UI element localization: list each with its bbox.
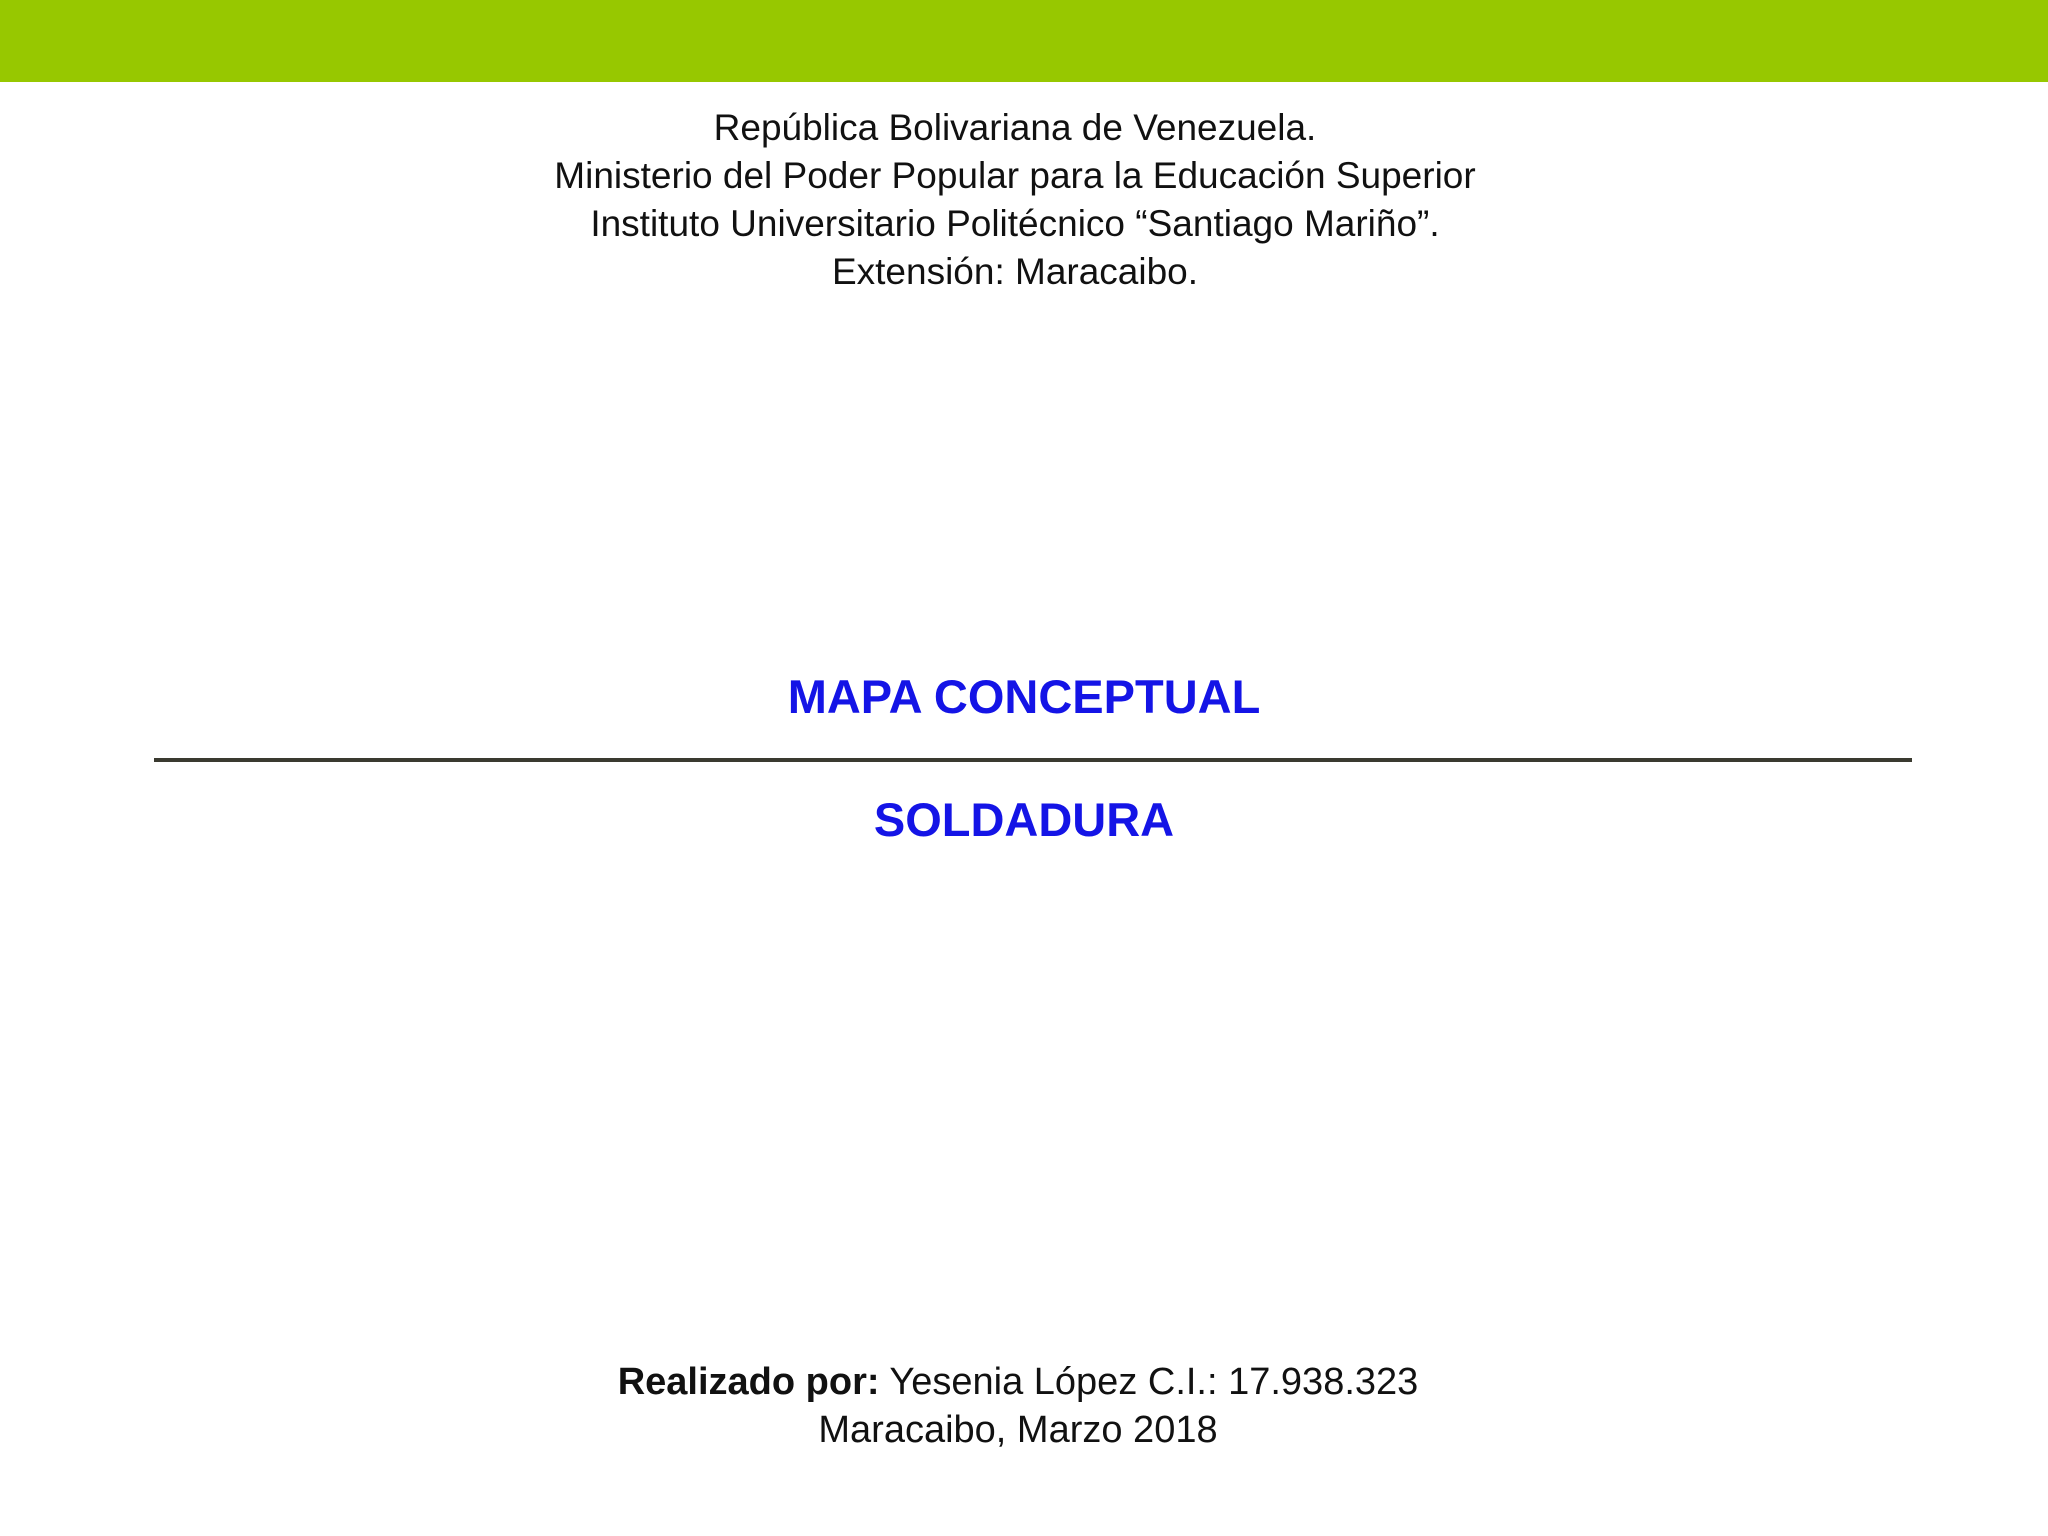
top-accent-band <box>0 0 2048 82</box>
author-value: Yesenia López C.I.: 17.938.323 <box>879 1361 1419 1403</box>
header-line-country: República Bolivariana de Venezuela. <box>713 107 1317 148</box>
header-line-ministry: Ministerio del Poder Popular para la Educación Superior <box>554 155 1476 196</box>
header-line-extension: Extensión: Maracaibo. <box>831 251 1199 292</box>
title-divider <box>154 758 1912 762</box>
document-subtitle: SOLDADURA <box>873 793 1175 846</box>
author-label: Realizado por: <box>617 1361 880 1403</box>
document-title: MAPA CONCEPTUAL <box>787 670 1261 723</box>
place-date: Maracaibo, Marzo 2018 <box>818 1409 1218 1451</box>
institution-header <box>0 104 2030 296</box>
author-line <box>0 1358 2036 1406</box>
header-line-institute: Instituto Universitario Politécnico “Santiago Mariño”. <box>590 203 1440 244</box>
author-footer <box>0 1358 2036 1454</box>
